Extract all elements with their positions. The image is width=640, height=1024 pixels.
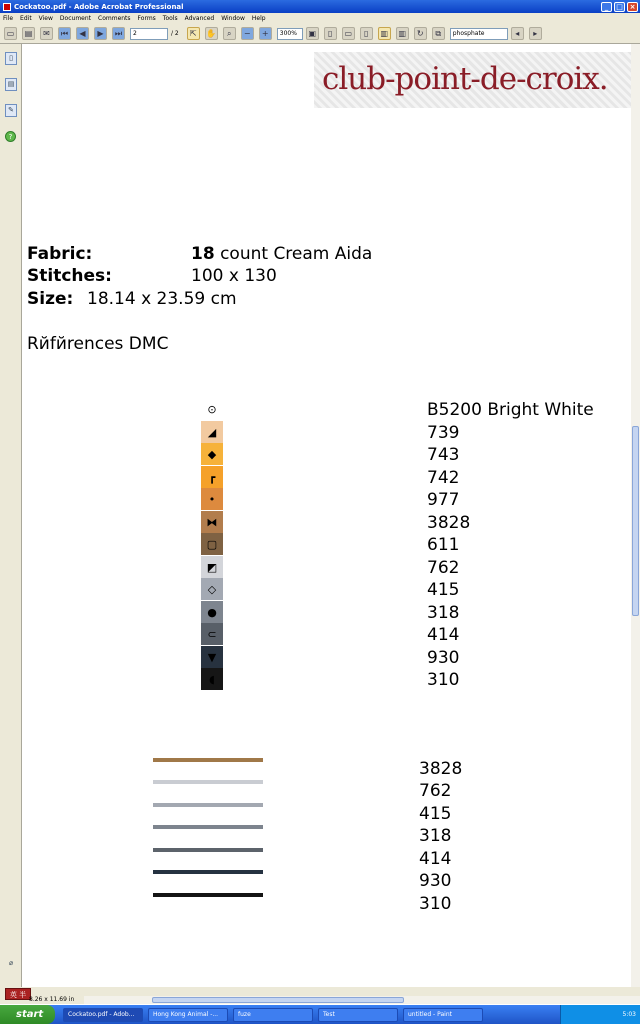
color-symbol: ▼ bbox=[201, 646, 223, 668]
taskbar-item[interactable]: Test bbox=[318, 1008, 398, 1022]
previous-page-icon[interactable]: ◀ bbox=[76, 27, 89, 40]
color-symbol: • bbox=[201, 488, 223, 510]
next-page-icon[interactable]: ▶ bbox=[94, 27, 107, 40]
color-code: 739 bbox=[427, 423, 460, 443]
actual-size-icon[interactable]: ▣ bbox=[306, 27, 319, 40]
pages-icon[interactable]: ▯ bbox=[5, 52, 17, 65]
taskbar-item[interactable]: Hong Kong Animal -... bbox=[148, 1008, 228, 1022]
backstitch-code: 762 bbox=[419, 781, 452, 801]
color-symbol: ▢ bbox=[201, 533, 223, 555]
menu-help[interactable]: Help bbox=[251, 15, 266, 22]
system-tray-clock: 5:03 bbox=[560, 1005, 640, 1024]
document-page bbox=[23, 44, 631, 996]
backstitch-code: 930 bbox=[419, 871, 452, 891]
color-symbol: ⊙ bbox=[201, 398, 223, 420]
color-symbol: ◆ bbox=[201, 443, 223, 465]
page-number-input[interactable] bbox=[130, 28, 168, 40]
backstitch-code: 414 bbox=[419, 849, 452, 869]
bookmarks-icon[interactable]: ▤ bbox=[5, 78, 17, 91]
ime-indicator[interactable]: 英 半 bbox=[5, 988, 31, 1000]
menu-file[interactable]: File bbox=[3, 15, 14, 22]
taskbar bbox=[0, 1005, 640, 1024]
open-folder-icon[interactable]: ▭ bbox=[4, 27, 17, 40]
search-next-icon[interactable]: ▸ bbox=[529, 27, 542, 40]
horizontal-scroll-thumb[interactable] bbox=[152, 997, 404, 1003]
fit-page-icon[interactable]: ▯ bbox=[324, 27, 337, 40]
fabric-label: Fabric: bbox=[27, 244, 93, 264]
menu-tools[interactable]: Tools bbox=[162, 15, 178, 22]
toolbar bbox=[0, 24, 640, 44]
menu-edit[interactable]: Edit bbox=[20, 15, 32, 22]
facing-page-icon[interactable]: ▥ bbox=[396, 27, 409, 40]
page-size-readout: 8.26 x 11.69 in bbox=[29, 996, 75, 1003]
menu-comments[interactable]: Comments bbox=[98, 15, 131, 22]
references-title: Rйfйrences DMC bbox=[27, 334, 169, 354]
color-symbol: ◩ bbox=[201, 556, 223, 578]
help-icon[interactable]: ? bbox=[5, 131, 16, 142]
backstitch-code: 3828 bbox=[419, 759, 463, 779]
snapshot-icon[interactable]: ⧉ bbox=[432, 27, 445, 40]
color-code: 977 bbox=[427, 490, 460, 510]
color-code: 310 bbox=[427, 670, 460, 690]
backstitch-code: 318 bbox=[419, 826, 452, 846]
color-symbol: ◇ bbox=[201, 578, 223, 600]
hand-tool-icon[interactable]: ✋ bbox=[206, 29, 217, 38]
search-previous-icon[interactable]: ◂ bbox=[511, 27, 524, 40]
print-icon[interactable]: ▤ bbox=[22, 27, 35, 40]
single-page-icon[interactable]: ▯ bbox=[360, 27, 373, 40]
search-input[interactable] bbox=[450, 28, 508, 40]
color-code: 742 bbox=[427, 468, 460, 488]
menu-window[interactable]: Window bbox=[221, 15, 245, 22]
backstitch-line bbox=[153, 758, 263, 762]
navigation-sidebar bbox=[0, 44, 22, 988]
backstitch-line bbox=[153, 870, 263, 874]
start-button[interactable]: start bbox=[0, 1005, 55, 1024]
close-button[interactable]: × bbox=[627, 2, 638, 12]
rotate-icon[interactable]: ↻ bbox=[414, 27, 427, 40]
color-symbol: ┏ bbox=[201, 466, 223, 488]
color-code: 930 bbox=[427, 648, 460, 668]
backstitch-line bbox=[153, 803, 263, 807]
color-symbol: ◖ bbox=[201, 668, 223, 690]
size-value: 18.14 x 23.59 cm bbox=[87, 289, 237, 309]
menu-view[interactable]: View bbox=[38, 15, 53, 22]
color-code: 414 bbox=[427, 625, 460, 645]
size-label: Size: bbox=[27, 289, 74, 309]
title-bar bbox=[0, 0, 640, 13]
attachments-paperclip-icon[interactable]: ⌀ bbox=[8, 959, 14, 967]
vertical-scroll-thumb[interactable] bbox=[632, 426, 639, 616]
menu-advanced[interactable]: Advanced bbox=[184, 15, 215, 22]
color-code: 415 bbox=[427, 580, 460, 600]
backstitch-line bbox=[153, 780, 263, 784]
last-page-icon[interactable]: ⏭ bbox=[112, 27, 125, 40]
color-code: B5200 Bright White bbox=[427, 400, 594, 420]
vertical-scrollbar[interactable] bbox=[631, 44, 640, 1002]
color-symbol: ⊂ bbox=[201, 623, 223, 645]
color-code: 762 bbox=[427, 558, 460, 578]
backstitch-code: 415 bbox=[419, 804, 452, 824]
first-page-icon[interactable]: ⏮ bbox=[58, 27, 71, 40]
stitches-value: 100 x 130 bbox=[191, 266, 277, 286]
stitches-label: Stitches: bbox=[27, 266, 112, 286]
horizontal-scrollbar[interactable] bbox=[84, 996, 640, 1004]
backstitch-code: 310 bbox=[419, 894, 452, 914]
color-symbol: ⧓ bbox=[201, 511, 223, 533]
continuous-page-icon[interactable]: ▥ bbox=[378, 27, 391, 40]
email-icon[interactable]: ✉ bbox=[40, 27, 53, 40]
select-tool-icon[interactable]: ⇱ bbox=[187, 27, 200, 40]
fit-width-icon[interactable]: ▭ bbox=[342, 27, 355, 40]
taskbar-item[interactable]: fuze bbox=[233, 1008, 313, 1022]
color-symbol: ● bbox=[201, 601, 223, 623]
zoom-input[interactable] bbox=[277, 28, 303, 40]
maximize-button[interactable]: □ bbox=[614, 2, 625, 12]
color-code: 3828 bbox=[427, 513, 471, 533]
zoom-in-icon[interactable]: + bbox=[259, 27, 272, 40]
signatures-icon[interactable]: ✎ bbox=[5, 104, 17, 117]
club-point-de-croix-logo: club-point-de-croix. bbox=[314, 52, 632, 108]
color-code: 743 bbox=[427, 445, 460, 465]
zoom-tool-icon[interactable]: ⌕ bbox=[223, 27, 236, 40]
backstitch-line bbox=[153, 848, 263, 852]
menu-forms[interactable]: Forms bbox=[137, 15, 156, 22]
color-symbol: ◢ bbox=[201, 421, 223, 443]
color-code: 318 bbox=[427, 603, 460, 623]
zoom-out-icon[interactable]: − bbox=[241, 27, 254, 40]
menu-document[interactable]: Document bbox=[59, 15, 92, 22]
page-total: / 2 bbox=[171, 30, 179, 37]
backstitch-line bbox=[153, 825, 263, 829]
taskbar-item[interactable]: untitled - Paint bbox=[403, 1008, 483, 1022]
fabric-value: 18 count Cream Aida bbox=[191, 244, 373, 264]
minimize-button[interactable]: _ bbox=[601, 2, 612, 12]
menu-bar bbox=[0, 13, 640, 24]
taskbar-item[interactable]: Cockatoo.pdf - Adob... bbox=[63, 1008, 143, 1022]
acrobat-app-icon bbox=[3, 3, 11, 11]
color-code: 611 bbox=[427, 535, 460, 555]
window-title: Cockatoo.pdf - Adobe Acrobat Professional bbox=[14, 2, 184, 11]
backstitch-line bbox=[153, 893, 263, 897]
